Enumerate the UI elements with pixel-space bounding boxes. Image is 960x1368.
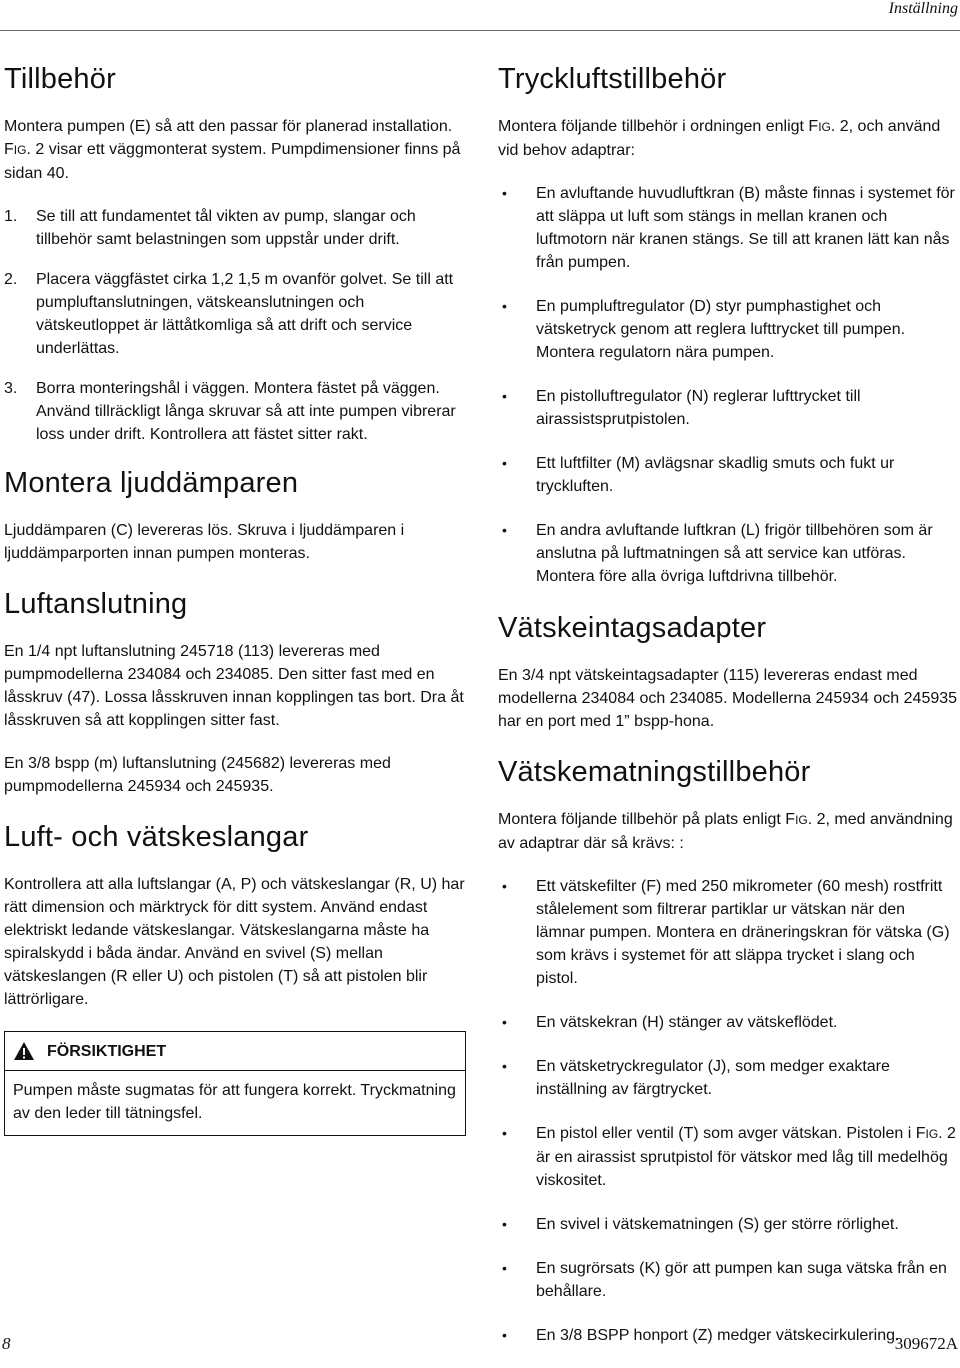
list-item: • En vätskekran (H) stänger av vätskeflödet.	[502, 1014, 838, 1031]
warning-triangle-icon	[13, 1041, 35, 1061]
list-item: • En sugrörsats (K) gör att pumpen kan suga vätska från en behållare.	[502, 1260, 947, 1300]
caution-label: FÖRSIKTIGHET	[47, 1042, 167, 1060]
caution-text: Pumpen måste sugmatas för att fungera korrekt. Tryckmatning av den leder till tätningsfel.	[13, 1082, 456, 1122]
ljuddamparen-section	[4, 464, 466, 565]
tryckluft-section	[498, 60, 958, 588]
step-text: Se till att fundamentet tål vikten av pump, slangar och tillbehör samt belastningen som uppstår under drift.	[36, 208, 416, 248]
step-text: Placera väggfästet cirka 1,2 1,5 m ovanför golvet. Se till att pumpluftanslutningen, vätskeanslutningen och vätskeutloppet är lättåtkomliga så att drift och service underlättas.	[36, 271, 454, 357]
luftanslutning-section	[4, 585, 466, 798]
left-column	[4, 60, 466, 1136]
list-item: • En pistol eller ventil (T) som avger vätskan. Pistolen i FIG. 2 är en airassist sprutpistol för vätskor med låg till medelhög viskositet.	[502, 1125, 956, 1189]
list-item: • En pistolluftregulator (N) reglerar lufttrycket till airassistsprutpistolen.	[502, 388, 861, 428]
header-rule	[0, 30, 960, 31]
list-item: • En 3/8 BSPP honport (Z) medger vätskecirkulering.	[502, 1327, 900, 1344]
running-header: Inställning	[888, 0, 958, 17]
list-item: • En svivel i vätskematningen (S) ger större rörlighet.	[502, 1216, 899, 1233]
step-item	[4, 377, 466, 446]
tillbehor-section	[4, 60, 466, 446]
step-item	[4, 268, 466, 360]
list-item: • Ett vätskefilter (F) med 250 mikrometer (60 mesh) rostfritt stålelement som filtrerar partiklar ur vätskan när den lämnar pumpen. Montera en dräneringskran för vätska (G) som krävs i systemet för att släppa trycket i slang och pistol.	[502, 878, 950, 987]
page-number: 8	[2, 1334, 11, 1353]
tillbehor-intro: Montera pumpen (E) så att den passar för planerad installation. FIG. 2 visar ett väggmonterat system. Pumpdimensioner finns på sidan 40.	[4, 118, 461, 182]
list-item: • Ett luftfilter (M) avlägsnar skadlig smuts och fukt ur tryckluften.	[502, 455, 895, 495]
luftanslutning-paragraph-2: En 3/8 bspp (m) luftanslutning (245682) levereras med pumpmodellerna 245934 och 245935.	[4, 755, 391, 795]
vatskematning-list	[498, 875, 958, 1347]
tillbehor-heading: Tillbehör	[4, 63, 116, 95]
document-number: 309672A	[894, 1334, 958, 1353]
step-item	[4, 205, 466, 251]
ljuddamparen-heading: Montera ljuddämparen	[4, 467, 299, 499]
caution-box	[4, 1031, 466, 1136]
vatskematning-section	[498, 753, 958, 1347]
luftanslutning-heading: Luftanslutning	[4, 588, 188, 620]
step-number: 3.	[4, 380, 18, 397]
list-item: • En vätsketryckregulator (J), som medger exaktare inställning av färgtrycket.	[502, 1058, 890, 1098]
luftanslutning-paragraph-1: En 1/4 npt luftanslutning 245718 (113) levereras med pumpmodellerna 234084 och 234085. Den sitter fast med en låsskruv (47). Lossa låsskruven innan kopplingen tas bort. Dra åt låsskruven så att kopplingen sitter fast.	[4, 643, 464, 729]
tryckluft-list	[498, 182, 958, 588]
vatskeintag-heading: Vätskeintagsadapter	[498, 612, 767, 644]
vatskematning-intro: Montera följande tillbehör på plats enligt FIG. 2, med användning av adaptrar där så krävs: :	[498, 811, 953, 852]
vatskeintag-text: En 3/4 npt vätskeintagsadapter (115) levereras endast med modellerna 234084 och 234085. Modellerna 245934 och 245935 har en port med 1” bspp-hona.	[498, 667, 958, 730]
step-text: Borra monteringshål i väggen. Montera fästet på väggen. Använd tillräckligt långa skruvar så att inte pumpen vibrerar loss under drift. Kontrollera att fästet sitter rakt.	[36, 380, 456, 443]
list-item: • En andra avluftande luftkran (L) frigör tillbehören som är anslutna på luftmatningen så att service kan utföras. Montera före alla övriga luftdrivna tillbehör.	[502, 522, 933, 585]
list-item: • En pumpluftregulator (D) styr pumphastighet och vätsketryck genom att reglera lufttrycket till pumpen. Montera regulatorn nära pumpen.	[502, 298, 906, 361]
vatskematning-heading: Vätskematningstillbehör	[498, 756, 811, 788]
step-number: 2.	[4, 271, 18, 288]
step-number: 1.	[4, 208, 18, 225]
slangar-section	[4, 818, 466, 1011]
slangar-heading: Luft- och vätskeslangar	[4, 821, 309, 853]
tryckluft-heading: Tryckluftstillbehör	[498, 63, 727, 95]
caution-header	[5, 1032, 465, 1071]
tryckluft-intro: Montera följande tillbehör i ordningen enligt FIG. 2, och använd vid behov adaptrar:	[498, 118, 941, 159]
vatskeintag-section	[498, 609, 958, 733]
list-item: • En avluftande huvudluftkran (B) måste finnas i systemet för att släppa ut luft som stängs in mellan kranen och luftmotorn när kranen stängs. Se till att kranen lätt kan nås från pumpen.	[502, 185, 955, 271]
right-column	[498, 60, 958, 1368]
ljuddamparen-text: Ljuddämparen (C) levereras lös. Skruva i ljuddämparen i ljuddämparporten innan pumpen monteras.	[4, 522, 405, 562]
slangar-text: Kontrollera att alla luftslangar (A, P) och vätskeslangar (R, U) har rätt dimension och märktryck för ditt system. Använd endast elektriskt ledande vätskeslangar. Vätskeslangarna måste ha spiralskydd i båda ändar. Använd en svivel (S) mellan vätskeslangen (R eller U) och pistolen (T) så att pistolen blir lättrörligare.	[4, 876, 465, 1008]
installation-steps	[4, 205, 466, 446]
